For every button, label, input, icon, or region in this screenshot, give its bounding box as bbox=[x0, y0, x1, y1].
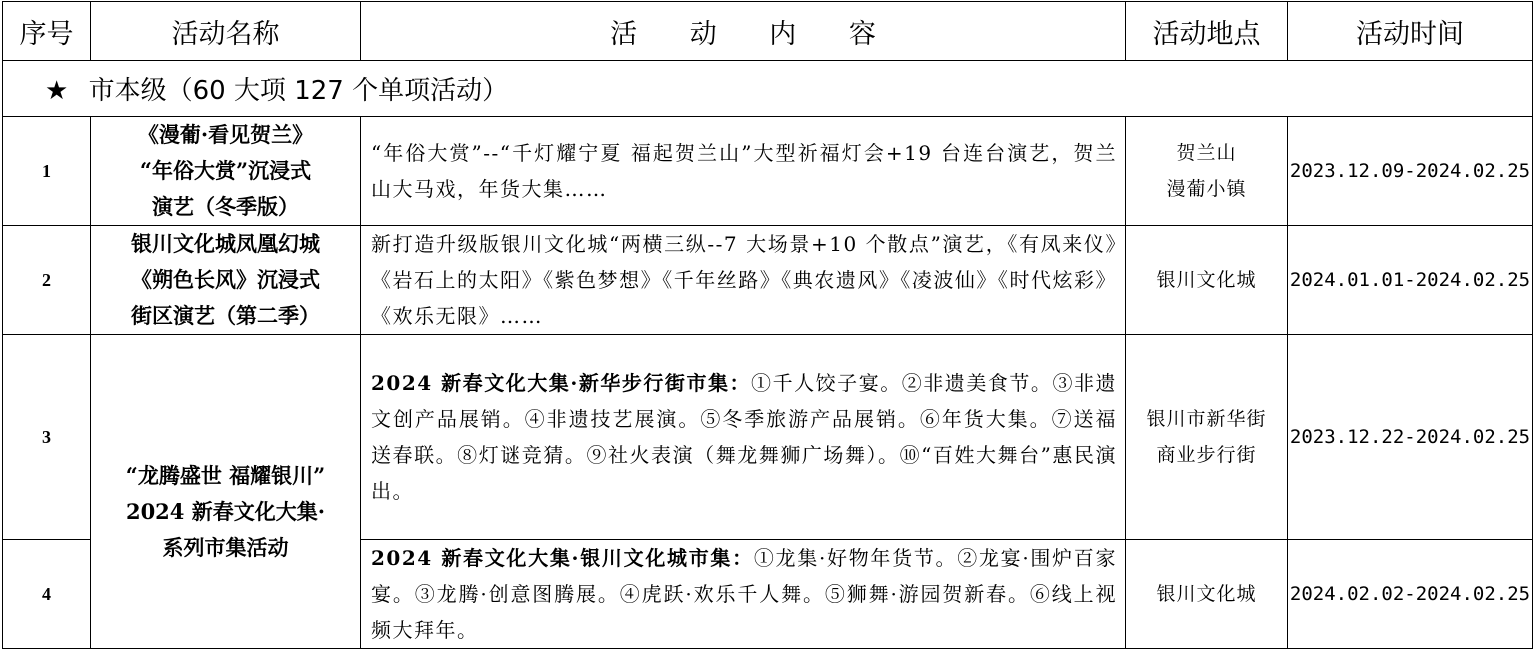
table-row bbox=[3, 117, 1533, 226]
row-place-line: 银川文化城 bbox=[1156, 269, 1257, 291]
row-name-line: 演艺（冬季版） bbox=[152, 194, 299, 219]
row-content bbox=[361, 540, 1126, 649]
table-row bbox=[3, 335, 1533, 540]
row-name-line: 《漫葡·看见贺兰》 bbox=[137, 122, 314, 147]
row-name bbox=[91, 117, 361, 226]
header-name: 活动名称 bbox=[91, 2, 361, 61]
row-name-line: 街区演艺（第二季） bbox=[131, 303, 320, 328]
row-no: 3 bbox=[3, 335, 91, 540]
row-place bbox=[1126, 335, 1288, 540]
row-content-bold: 2024 新春文化大集·新华步行街市集： bbox=[371, 371, 752, 395]
row-no: 1 bbox=[3, 117, 91, 226]
row-place bbox=[1126, 540, 1288, 649]
row-time: 2023.12.22-2024.02.25 bbox=[1288, 335, 1533, 540]
row-place-line: 漫葡小镇 bbox=[1166, 178, 1247, 200]
row-place bbox=[1126, 226, 1288, 335]
table-header-row bbox=[3, 2, 1533, 61]
row-place-line: 银川市新华街 bbox=[1146, 408, 1267, 430]
row-name-line: “龙腾盛世 福耀银川” bbox=[125, 462, 326, 488]
row-time: 2024.02.02-2024.02.25 bbox=[1288, 540, 1533, 649]
row-name-line: 2024 新春文化大集· bbox=[125, 498, 326, 524]
row-time: 2024.01.01-2024.02.25 bbox=[1288, 226, 1533, 335]
table-row bbox=[3, 226, 1533, 335]
row-name-line: 《朔色长风》沉浸式 bbox=[131, 267, 320, 292]
star-icon: ★ bbox=[45, 76, 69, 106]
row-content bbox=[361, 226, 1126, 335]
section-row bbox=[3, 61, 1533, 117]
row-no: 2 bbox=[3, 226, 91, 335]
header-place: 活动地点 bbox=[1126, 2, 1288, 61]
row-name bbox=[91, 226, 361, 335]
row-place-line: 贺兰山 bbox=[1176, 142, 1237, 164]
row-content-bold: 2024 新春文化大集·银川文化城市集： bbox=[371, 546, 754, 570]
activity-table bbox=[2, 1, 1533, 649]
section-title bbox=[3, 61, 1533, 117]
row-name-line: 系列市集活动 bbox=[162, 534, 289, 560]
row-place-line: 银川文化城 bbox=[1156, 583, 1257, 605]
row-no: 4 bbox=[3, 540, 91, 649]
header-content: 活 动 内 容 bbox=[361, 2, 1126, 61]
header-time: 活动时间 bbox=[1288, 2, 1533, 61]
row-content bbox=[361, 335, 1126, 540]
row-name-line: 银川文化城凤凰幻城 bbox=[131, 231, 320, 256]
row-content bbox=[361, 117, 1126, 226]
row-place bbox=[1126, 117, 1288, 226]
section-title-text: 市本级（60 大项 127 个单项活动） bbox=[88, 76, 509, 106]
header-no: 序号 bbox=[3, 2, 91, 61]
row-name-line: “年俗大赏”沉浸式 bbox=[139, 158, 312, 183]
row-content-text: 新打造升级版银川文化城“两横三纵--7 大场景+10 个散点”演艺，《有凤来仪》《岩石上的太阳》《紫色梦想》《千年丝路》《典农遗风》《凌波仙》《时代炫彩》《欢乐无限》…… bbox=[371, 232, 1117, 328]
row-content-text: ①龙集·好物年货节。②龙宴·围炉百家宴。③龙腾·创意图腾展。④虎跃·欢乐千人舞。⑤狮舞·游园贺新春。⑥线上视频大拜年。 bbox=[371, 546, 1118, 642]
row-content-text: “年俗大赏”--“千灯耀宁夏 福起贺兰山”大型祈福灯会+19 台连台演艺，贺兰山大马戏，年货大集…… bbox=[371, 141, 1117, 201]
row-time: 2023.12.09-2024.02.25 bbox=[1288, 117, 1533, 226]
row-place-line: 商业步行街 bbox=[1156, 444, 1257, 466]
row-content-text: ①千人饺子宴。②非遗美食节。③非遗文创产品展销。④非遗技艺展演。⑤冬季旅游产品展销。⑥年货大集。⑦送福送春联。⑧灯谜竞猜。⑨社火表演（舞龙舞狮广场舞）。⑩“百姓大舞台”惠民演出。 bbox=[371, 371, 1117, 503]
row-name bbox=[91, 335, 361, 649]
